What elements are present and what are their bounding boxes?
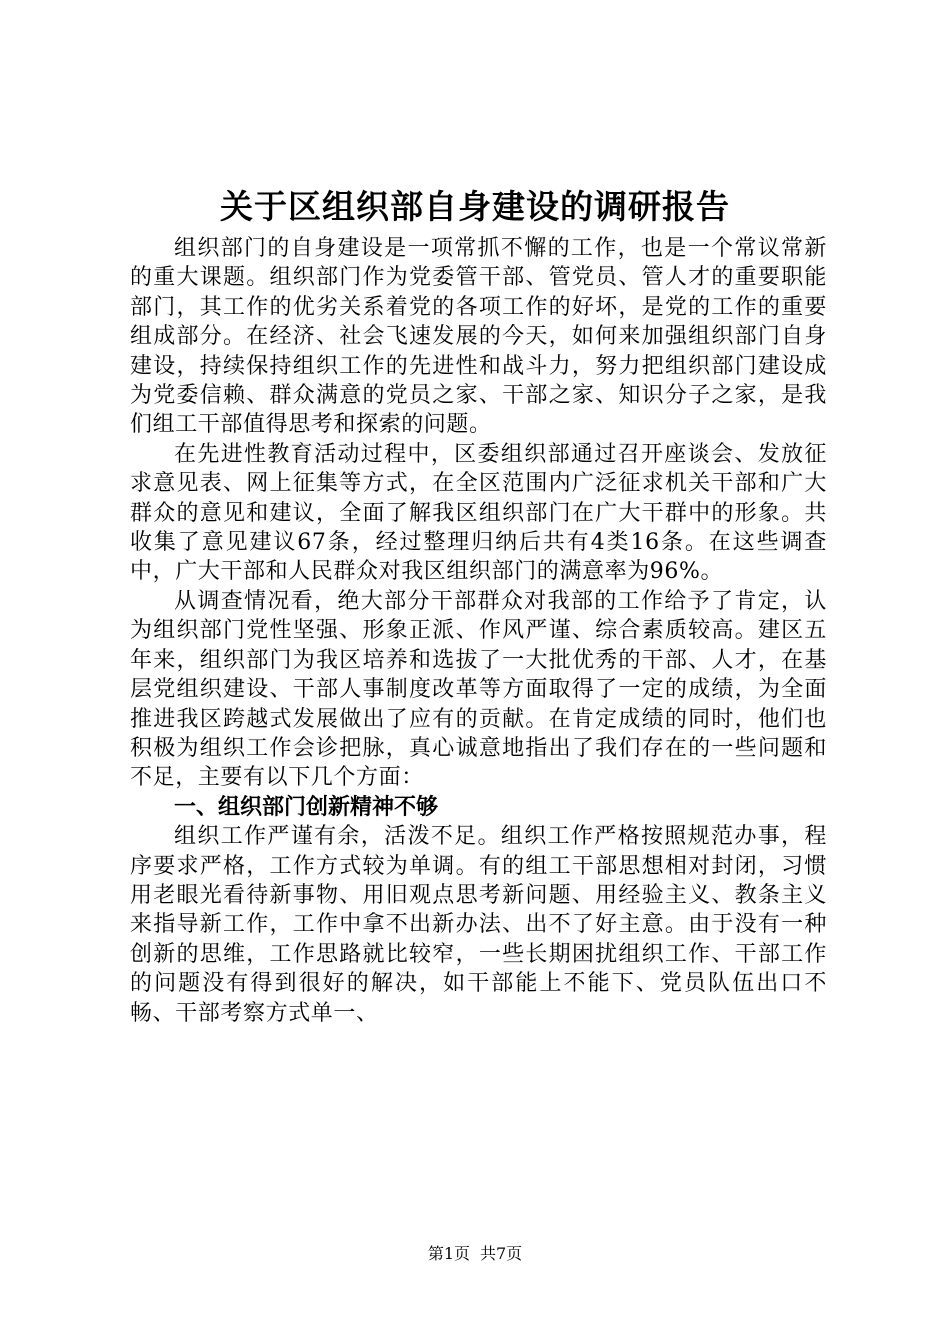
section-heading: 一、组织部门创新精神不够 xyxy=(174,794,439,820)
document-body xyxy=(130,234,827,1028)
body-paragraph-2: 在先进性教育活动过程中，区委组织部通过召开座谈会、发放征求意见表、网上征集等方式，在全区范围内广泛征求机关干部和广大群众的意见和建议，全面了解我区组织部门在广大干群中的形象。共收集了意见建议67条，经过整理归纳后共有4类16条。在这些调查中，广大干部和人民群众对我区组织部门的满意率为96%。 xyxy=(130,441,827,585)
body-paragraph-3: 从调查情况看，绝大部分干部群众对我部的工作给予了肯定，认为组织部门党性坚强、形象正派、作风严谨、综合素质较高。建区五年来，组织部门为我区培养和选拔了一大批优秀的干部、人才，在基层党组织建设、干部人事制度改革等方面取得了一定的成绩，为全面推进我区跨越式发展做出了应有的贡献。在肯定成绩的同时，他们也积极为组织工作会诊把脉，真心诚意地指出了我们存在的一些问题和不足，主要有以下几个方面： xyxy=(130,588,827,791)
page-footer xyxy=(0,1244,950,1264)
document-title: 关于区组织部自身建设的调研报告 xyxy=(220,187,730,226)
section-paragraph: 组织工作严谨有余，活泼不足。组织工作严格按照规范办事，程序要求严格，工作方式较为单调。有的组工干部思想相对封闭，习惯用老眼光看待新事物、用旧观点思考新问题、用经验主义、教条主义来指导新工作，工作中拿不出新办法、出不了好主意。由于没有一种创新的思维，工作思路就比较窄，一些长期困扰组织工作、干部工作的问题没有得到很好的解决，如干部能上不能下、党员队伍出口不畅、干部考察方式单一、 xyxy=(130,824,827,1026)
body-paragraph-1: 组织部门的自身建设是一项常抓不懈的工作，也是一个常议常新的重大课题。组织部门作为党委管干部、管党员、管人才的重要职能部门，其工作的优劣关系着党的各项工作的好坏，是党的工作的重要组成部分。在经济、社会飞速发展的今天，如何来加强组织部门自身建设，持续保持组织工作的先进性和战斗力，努力把组织部门建设成为党委信赖、群众满意的党员之家、干部之家、知识分子之家，是我们组工干部值得思考和探索的问题。 xyxy=(130,236,827,438)
page-number: 第1页 xyxy=(427,1244,470,1263)
page-total: 共7页 xyxy=(480,1244,523,1263)
